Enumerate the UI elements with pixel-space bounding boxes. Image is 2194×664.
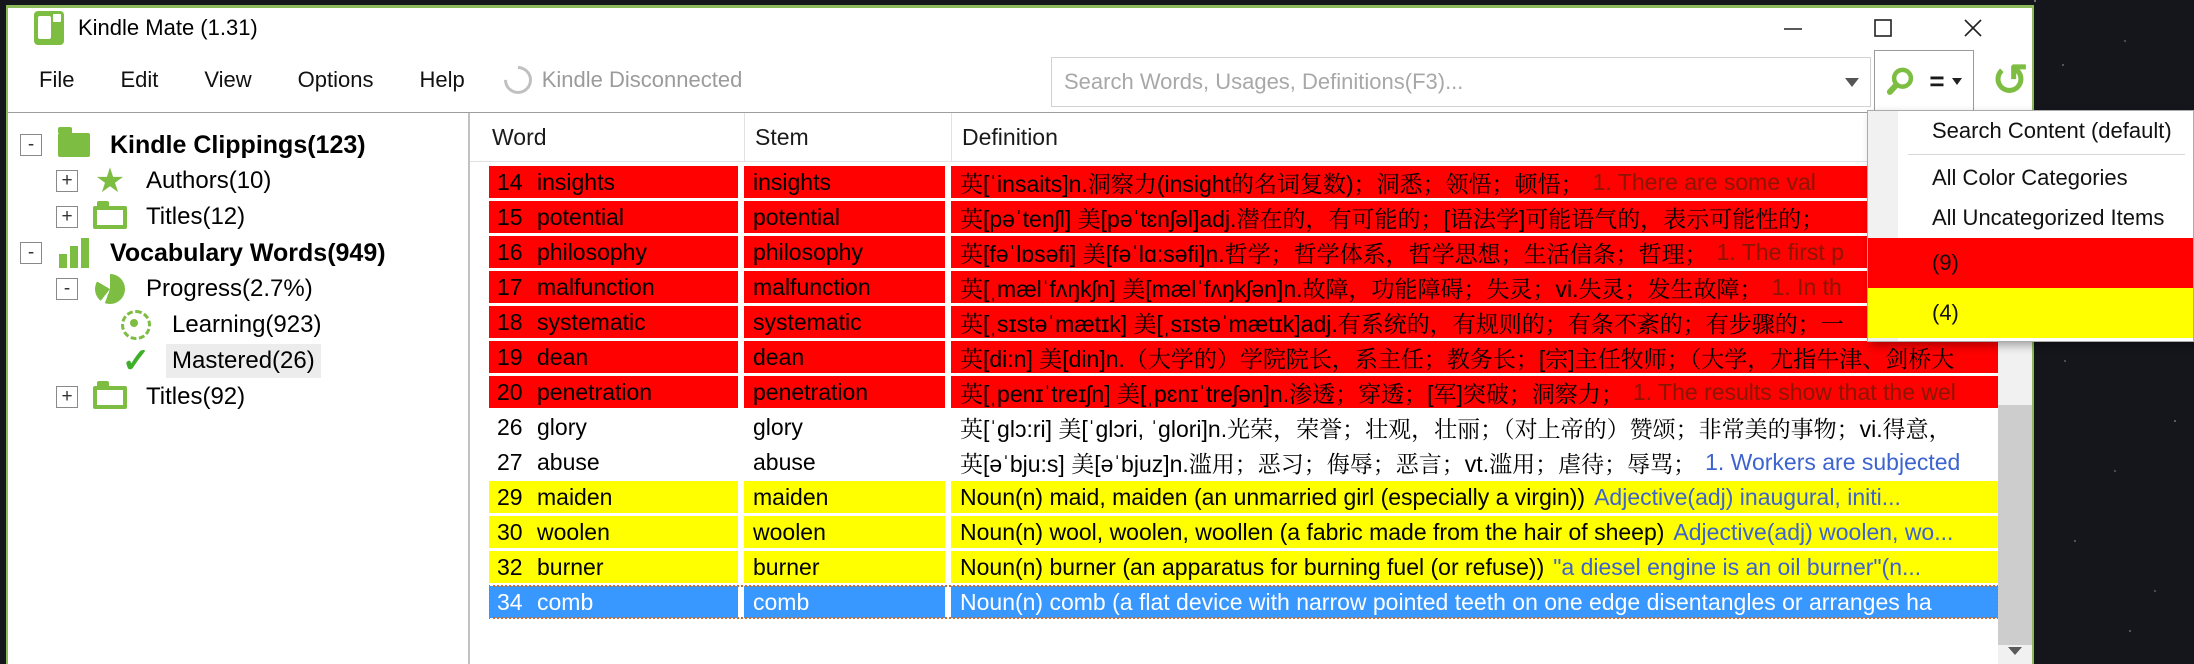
menu-edit[interactable]: Edit <box>120 67 159 92</box>
check-icon: ✓ <box>121 342 151 380</box>
collapse-icon[interactable]: - <box>56 278 78 300</box>
kindle-status <box>504 66 743 94</box>
word-cell: 20 penetration <box>489 376 738 408</box>
tree-item-kindle-clippings[interactable]: - Kindle Clippings(123) <box>8 127 468 163</box>
stem-cell: woolen <box>744 516 945 548</box>
table-row[interactable] <box>489 411 1998 443</box>
table-row[interactable] <box>489 446 1998 478</box>
table-row[interactable] <box>489 341 1998 373</box>
search-input[interactable] <box>1052 69 1834 95</box>
search-filter-button[interactable] <box>1874 50 1974 113</box>
tree-item-progress[interactable]: - Progress(2.7%) <box>8 271 468 307</box>
stem-cell: malfunction <box>744 271 945 303</box>
definition-cell: 英[ˌpenɪˈtreɪʃn] 美[ˌpɛnɪˈtreʃən]n.渗透；穿透；[军]突破；洞察力； 1. The results show that the wel <box>951 376 1998 408</box>
table-row[interactable] <box>489 201 1998 233</box>
word-cell: 27 abuse <box>489 446 738 478</box>
definition-cell: Noun(n) maid, maiden (an unmarried girl (especially a virgin)) Adjective(adj) inaugural, initi... <box>951 481 1998 513</box>
table-body <box>489 166 1998 664</box>
stem-cell: glory <box>744 411 945 443</box>
table-row-selected[interactable] <box>489 586 1998 618</box>
chevron-down-icon <box>1845 78 1859 87</box>
target-icon <box>118 309 154 341</box>
app-window <box>6 5 2034 664</box>
definition-cell: 英[ˌsɪstəˈmætɪk] 美[ˌsɪstəˈmætɪk]adj.有系统的，有规则的；有条不紊的；有步骤的；一 <box>951 306 1998 338</box>
collapse-icon[interactable]: - <box>20 134 42 156</box>
expand-icon[interactable]: + <box>56 386 78 408</box>
close-button[interactable] <box>1928 10 2018 46</box>
kindle-status-text: Kindle Disconnected <box>541 67 743 92</box>
chevron-down-icon <box>1952 78 1962 85</box>
window-title: Kindle Mate (1.31) <box>78 15 258 40</box>
menu-bar <box>8 48 2032 112</box>
exact-match-indicator: = <box>1929 66 1945 96</box>
scroll-down-button[interactable] <box>1998 638 2032 664</box>
menu-item-all-uncategorized[interactable]: All Uncategorized Items <box>1932 205 2165 230</box>
stem-cell: penetration <box>744 376 945 408</box>
stem-cell: comb <box>744 586 945 618</box>
menu-item-red-category[interactable]: (9) <box>1868 238 2193 288</box>
definition-cell: 英[di:n] 美[din]n.（大学的）学院院长，系主任；教务长；[宗]主任牧师；（大学，尤指牛津、剑桥大 <box>951 341 1998 373</box>
menu-separator <box>1908 154 2185 155</box>
menu-item-search-content[interactable]: Search Content (default) <box>1932 118 2172 143</box>
bar-chart-icon <box>56 237 92 269</box>
definition-cell: Noun(n) burner (an apparatus for burning fuel (or refuse)) "a diesel engine is an oil burner"(n... <box>951 551 1998 583</box>
word-cell: 17 malfunction <box>489 271 738 303</box>
reset-search-button[interactable]: ↺ <box>1991 55 2029 105</box>
folder-open-icon <box>92 201 128 233</box>
pie-chart-icon <box>92 273 128 305</box>
scrollbar-thumb[interactable] <box>1998 405 2032 645</box>
column-header-definition[interactable]: Definition <box>951 113 1998 161</box>
collapse-icon[interactable]: - <box>20 242 42 264</box>
table-row[interactable] <box>489 271 1998 303</box>
menu-view[interactable]: View <box>204 67 252 92</box>
definition-cell: 英[ˌmælˈfʌŋkʃn] 美[mælˈfʌŋkʃən]n.故障，功能障碍；失灵；vi.失灵；发生故障； 1. In th <box>951 271 1998 303</box>
search-filter-menu <box>1867 110 2194 342</box>
definition-cell: 英[ˈglɔ:ri] 美[ˈglɔri, ˈglori]n.光荣，荣誉；壮观，壮丽；（对上帝的）赞颂；非常美的事物；vi.得意， <box>951 411 1998 443</box>
word-cell: 16 philosophy <box>489 236 738 268</box>
column-header-word[interactable]: Word <box>492 123 547 150</box>
navigation-tree <box>8 113 470 664</box>
menu-help[interactable]: Help <box>419 67 465 92</box>
table-row[interactable] <box>489 306 1998 338</box>
stem-cell: burner <box>744 551 945 583</box>
app-logo-icon <box>34 11 64 45</box>
word-cell: 34 comb <box>489 586 738 618</box>
table-row[interactable] <box>489 551 1998 583</box>
menu-item-all-color-categories[interactable]: All Color Categories <box>1932 165 2128 190</box>
tree-item-vocabulary-words[interactable]: - Vocabulary Words(949) <box>8 235 468 271</box>
tree-item-titles-clippings[interactable]: + Titles(12) <box>8 199 468 235</box>
word-cell: 15 potential <box>489 201 738 233</box>
star-icon: ★ <box>94 162 126 200</box>
minimize-button[interactable] <box>1748 10 1838 46</box>
expand-icon[interactable]: + <box>56 206 78 228</box>
table-row[interactable] <box>489 481 1998 513</box>
stem-cell: insights <box>744 166 945 198</box>
table-row[interactable] <box>489 516 1998 548</box>
expand-icon[interactable]: + <box>56 170 78 192</box>
stem-cell: philosophy <box>744 236 945 268</box>
definition-cell: 英[fəˈlɒsəfi] 美[fəˈlɑ:səfi]n.哲学；哲学体系，哲学思想；生活信条；哲理； 1. The first p <box>951 236 1998 268</box>
stem-cell: dean <box>744 341 945 373</box>
stem-cell: potential <box>744 201 945 233</box>
definition-cell: Noun(n) wool, woolen, woollen (a fabric made from the hair of sheep) Adjective(adj) woolen, wo... <box>951 516 1998 548</box>
word-cell: 29 maiden <box>489 481 738 513</box>
close-icon <box>1961 16 1985 40</box>
maximize-icon <box>1871 16 1895 40</box>
tree-item-authors[interactable]: + ★ Authors(10) <box>8 163 468 199</box>
stem-cell: systematic <box>744 306 945 338</box>
title-bar <box>8 8 2032 48</box>
search-box <box>1051 57 1871 107</box>
table-header <box>470 113 1998 162</box>
search-dropdown-button[interactable] <box>1834 58 1870 106</box>
disconnected-icon <box>498 60 538 100</box>
maximize-button[interactable] <box>1838 10 1928 46</box>
tree-item-titles-vocab[interactable]: + Titles(92) <box>8 379 468 415</box>
table-row[interactable] <box>489 236 1998 268</box>
word-cell: 19 dean <box>489 341 738 373</box>
vocabulary-table <box>470 113 2032 664</box>
definition-cell: 英[ˈinsaits]n.洞察力(insight的名词复数)；洞悉；领悟；顿悟； 1. There are some val <box>951 166 1998 198</box>
tree-item-mastered[interactable]: ✓ Mastered(26) <box>8 343 468 379</box>
menu-item-yellow-category[interactable]: (4) <box>1868 288 2193 338</box>
folder-icon <box>56 129 92 161</box>
word-cell: 26 glory <box>489 411 738 443</box>
definition-cell: 英[əˈbju:s] 美[əˈbjuz]n.滥用；恶习；侮辱；恶言；vt.滥用；虐待；辱骂； 1. Workers are subjected <box>951 446 1998 478</box>
table-row[interactable] <box>489 166 1998 198</box>
tree-item-learning[interactable]: Learning(923) <box>8 307 468 343</box>
menu-file[interactable]: File <box>39 67 75 92</box>
folder-open-icon <box>92 381 128 413</box>
table-row[interactable] <box>489 376 1998 408</box>
word-cell: 18 systematic <box>489 306 738 338</box>
main-content <box>8 112 2032 664</box>
magnifier-icon <box>1886 64 1922 100</box>
word-cell: 30 woolen <box>489 516 738 548</box>
stem-cell: maiden <box>744 481 945 513</box>
minimize-icon <box>1781 16 1805 40</box>
word-cell: 14 insights <box>489 166 738 198</box>
column-header-stem[interactable]: Stem <box>744 113 951 161</box>
definition-cell: 英[pəˈtenʃl] 美[pəˈtɛnʃəl]adj.潜在的，有可能的；[语法学]可能语气的，表示可能性的； <box>951 201 1998 233</box>
stem-cell: abuse <box>744 446 945 478</box>
chevron-down-icon <box>2008 647 2022 655</box>
definition-cell: Noun(n) comb (a flat device with narrow pointed teeth on one edge disentangles or arranges ha <box>951 586 1998 618</box>
word-cell: 32 burner <box>489 551 738 583</box>
menu-options[interactable]: Options <box>297 67 374 92</box>
